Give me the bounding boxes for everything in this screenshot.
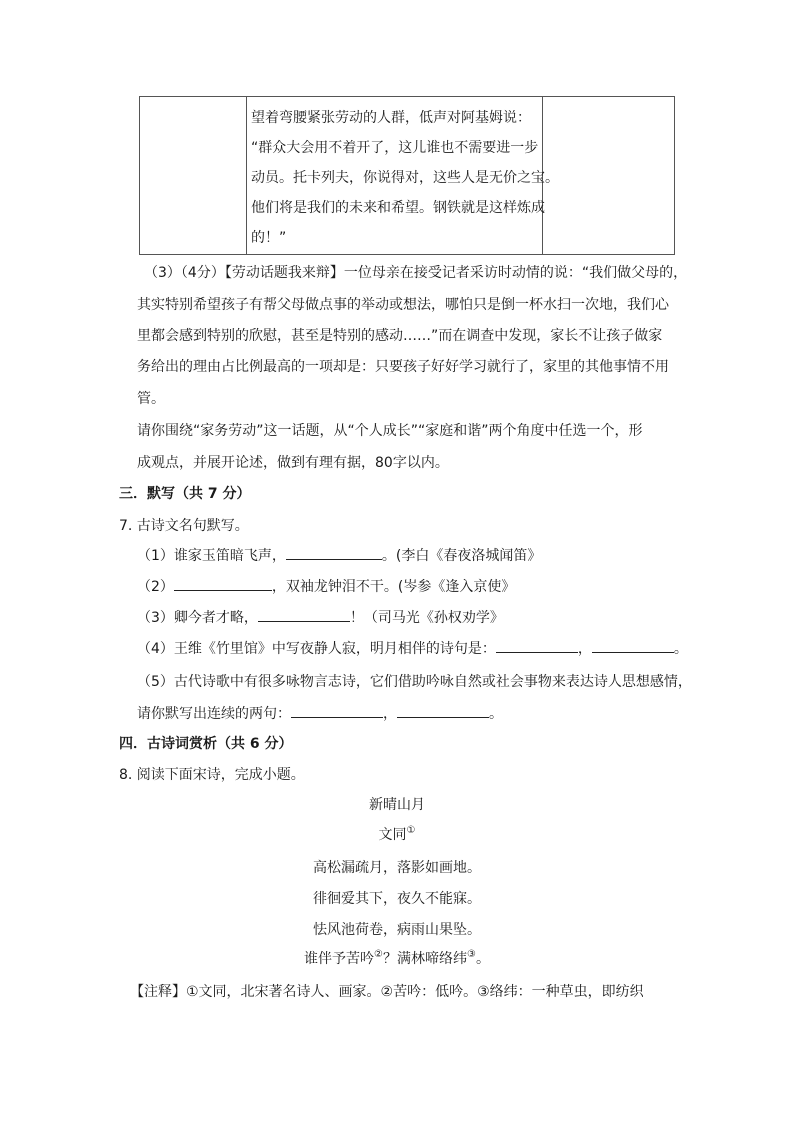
table-text-line: 动员。托卡列夫，你说得对，这些人是无价之宝。 [251,170,559,186]
poem-line-4 [0,948,794,968]
q3-line-4: 务给出的理由占比例最高的一项却是：只要孩子好好学习就行了，家里的其他事情不用 [137,359,669,375]
q8-stem: 8. 阅读下面宋诗，完成小题。 [119,767,305,783]
q7-item-1 [137,545,541,565]
q7-item-5-post: 。 [489,706,503,722]
poem-line-2: 徘徊爱其下，夜久不能寐。 [313,891,481,907]
poem-author-name: 文同 [378,827,407,843]
q7-item-4-post: 。 [673,641,688,657]
poem-line-4-pre: 谁伴予苦吟 [304,951,375,967]
answer-blank[interactable] [258,607,350,622]
answer-blank[interactable] [291,703,383,718]
q7-item-3-pre: （3）卿今者才略， [137,610,258,626]
poem-notes: 【注释】①文同，北宋著名诗人、画家。②苦吟：低吟。③络纬：一种草虫，即纺织 [130,984,644,1000]
poem-line-4-post: 。 [475,951,490,967]
answer-blank[interactable] [174,576,272,591]
q7-item-5-mid: ， [383,706,397,722]
table-cell-right [543,97,675,255]
q3-line-6: 请你围绕“家务劳动”这一话题，从“个人成长”“家庭和谐”两个角度中任选一个，形 [137,423,643,439]
q7-item-4-pre: （4）王维《竹里馆》中写夜静人寂，明月相伴的诗句是： [137,641,496,657]
note-marker-1: ① [406,825,416,836]
section-4-title: 四．古诗词赏析（共 6 分） [119,736,293,752]
q3-line-1: （3）（4分）【劳动话题我来辩】一位母亲在接受记者采访时动情的说：“我们做父母的， [144,265,688,281]
q7-item-2-pre: （2） [137,579,174,595]
q7-item-3-post: ！（司马光《孙权劝学》 [349,610,504,626]
q7-item-5-line-2 [137,703,503,723]
q7-item-1-post: 。(李白《春夜洛城闻笛》 [381,548,542,564]
section-3-title: 三．默写（共 7 分） [119,486,251,502]
poem-line-1: 高松漏疏月，落影如画地。 [313,860,481,876]
q7-item-5-pre: 请你默写出连续的两句： [137,706,291,722]
q3-line-2: 其实特别希望孩子有帮父母做点事的举动或想法，哪怕只是倒一杯水扫一次地，我们心 [137,297,669,313]
poem-line-4-mid: ？满林啼络纬 [383,951,467,967]
table-text-line: 望着弯腰紧张劳动的人群，低声对阿基姆说： [251,110,531,126]
q7-item-2-post: ，双袖龙钟泪不干。(岑参《逢入京使》 [271,579,516,595]
q3-line-7: 成观点，并展开论述，做到有理有据，80字以内。 [137,455,449,471]
answer-blank[interactable] [496,638,578,653]
table-text-line: 他们将是我们的未来和希望。钢铁就是这样炼成 [251,200,545,216]
note-marker-3: ③ [467,949,476,960]
q7-item-5-line-1: （5）古代诗歌中有很多咏物言志诗，它们借助吟咏自然或社会事物来表达诗人思想感情， [137,674,692,690]
q7-item-1-pre: （1）谁家玉笛暗飞声， [137,548,286,564]
poem-title: 新晴山月 [369,797,425,813]
answer-blank[interactable] [397,703,489,718]
answer-blank[interactable] [286,545,382,560]
q7-item-3 [137,607,504,627]
table-text-line: “群众大会用不着开了，这儿谁也不需要进一步 [251,140,539,156]
q3-line-5: 管。 [137,391,165,407]
q7-stem: 7. 古诗文名句默写。 [119,518,249,534]
answer-blank[interactable] [592,638,674,653]
poem-line-3: 怯风池荷卷，病雨山果坠。 [313,922,481,938]
table-text-line: 的！” [251,230,287,246]
q7-item-4-mid: ， [577,641,592,657]
table-cell-middle [247,97,559,255]
poem-author [0,824,794,844]
story-table [139,96,675,255]
q3-line-3: 里都会感到特别的欣慰，甚至是特别的感动……”而在调查中发现，家长不让孩子做家 [137,328,663,344]
q7-item-4 [137,638,688,658]
table-cell-left [140,97,247,255]
q7-item-2 [137,576,515,596]
note-marker-2: ② [374,949,383,960]
